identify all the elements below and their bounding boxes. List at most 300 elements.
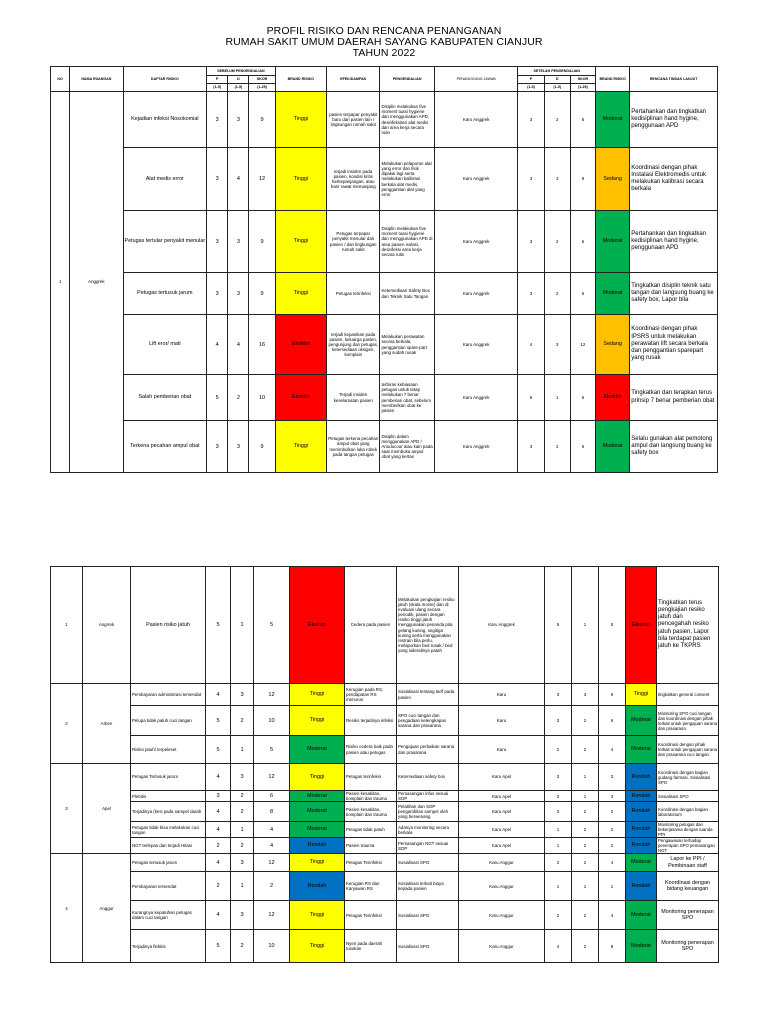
pengendalian: terbiran kebiasaan petugas untuk tetap melakukan 7 benar pemberian obat, sebelum memberikan obat ke pasien [380,375,434,421]
pengendalian: Sosialisasi SPO [397,854,459,872]
rencana-tindak-lanjut: Koordinasi dengan pihak terkait untuk pengajuan sarana dan prasarana cuci tangan [657,736,719,764]
efek-dampak: Petugas terkena pecahan ampul obat yang menimbulkan luka robek pada tangan petugas [327,421,380,473]
table-row [51,791,719,802]
score-p: 3 [207,148,228,211]
pengendalian: Ketersediaan Safety Box dan Teknik Satu Tangan [380,273,434,315]
brand-risiko-cell: Tinggi [290,901,345,930]
penanggung-jawab: Karu Anggrek [459,567,545,684]
rencana-tindak-lanjut: Koordinasi dengan bagian gudang farmasi. Sosialisasi SPO [657,764,719,791]
penanggung-jawab: Karu Anggur [459,854,545,872]
score-d: 4 [228,315,249,375]
score-total: 6 [254,791,290,802]
risk-name: Alat medis error [123,148,207,211]
penanggung-jawab: Karu [459,736,545,764]
brand-risiko-cell: Tinggi [290,684,345,706]
risk-name: Terkena pecahan ampul obat [123,421,207,473]
penanggung-jawab: Karu Anggrek [434,148,518,211]
score-d: 3 [231,764,254,791]
brand-risiko-cell: Rendah [290,838,345,854]
penanggung-jawab: Karu Apel [459,838,545,854]
score-d-after: 1 [572,872,599,901]
score-p-after: 3 [545,764,572,791]
room-name: Anggrek [70,92,123,473]
score-d-after: 2 [572,901,599,930]
efek-dampak: terjadi kepanikan pada pasien, keluarga pasien, pengunjung dan petugas, ketersediaan oksigen, komplain [327,315,380,375]
pengendalian: Pengajuan perbaikan sarana dan prasarana [397,736,459,764]
rencana-tindak-lanjut: Monitoring SPO cuci tangan dan koordinasi dengan pihak terkait untuk pengajuan sarana dan prasarana [657,706,719,736]
score-d-after: 2 [572,736,599,764]
score-p: 2 [206,838,231,854]
score-d: 2 [231,706,254,736]
header-p: P [207,76,228,84]
pengendalian: Sosialisasi tentang tarif pada pasien [397,684,459,706]
score-total-after: 6 [570,421,595,473]
risk-name: Pembayaran tersendat [131,872,206,901]
brand-risiko-cell: Ekstrim [275,315,326,375]
score-total-after: 2 [599,802,626,822]
header-skor: SKOR [249,76,275,84]
pengendalian: Disiplin melakukan five moment tuasi hygiene dan menggunakan APD di area pasien isolasi, desinfeksi area kerja secara rutin [380,211,434,273]
rencana-tindak-lanjut: tingkatkan general consent [657,684,719,706]
table-row [51,684,719,706]
header-sebelum: SEBELUM PENGENDALIAN [207,67,276,76]
score-total: 9 [249,273,275,315]
table-row [51,838,719,854]
score-d: 2 [231,791,254,802]
score-d: 1 [231,567,254,684]
score-total-after: 4 [599,736,626,764]
score-total: 9 [249,421,275,473]
risk-table-2 [50,566,719,963]
score-p: 3 [207,211,228,273]
score-d-after: 3 [544,148,570,211]
score-total: 10 [254,706,290,736]
table-row [51,148,718,211]
header-no: NO [51,67,70,92]
brand-risiko-cell: Tinggi [275,211,326,273]
penanggung-jawab: Karu Apel [459,802,545,822]
score-total-after: 4 [599,854,626,872]
score-d-after: 3 [572,684,599,706]
score-p: 3 [207,421,228,473]
rencana-tindak-lanjut: Monitoring penerapan SPO [657,901,719,930]
brand-risiko-cell: Tinggi [275,148,326,211]
rencana-tindak-lanjut: Monitoring penerapan SPO [657,930,719,963]
score-total: 12 [254,764,290,791]
brand-risiko-after-cell: Sedang [596,148,630,211]
score-p-after: 1 [545,872,572,901]
score-total: 4 [254,822,290,838]
efek-dampak: Cedera pada pasien [345,567,397,684]
brand-risiko-cell: Tinggi [275,92,326,148]
score-p: 4 [207,315,228,375]
score-p: 5 [206,706,231,736]
penanggung-jawab: Karu Anggrek [434,92,518,148]
pengendalian: Melakukan pengkajian resiko jatuh (skala morse) dan di evaluasi ulang secara periodik, pasien dengan resiko tinggi jatuh menggunakan penanda pita gelang kuning, segitiga kuning serta menggunakan restrain bila perlu, melaporkan bed rusak / bed yang siderailnya patah [397,567,459,684]
score-p: 4 [206,822,231,838]
brand-risiko-cell: Tinggi [275,421,326,473]
efek-dampak: Pasien kesakitan, komplain dan trauma [345,802,397,822]
penanggung-jawab: Karu Anggur [459,930,545,963]
brand-risiko-after-cell: Moderat [596,421,630,473]
table-row [51,901,719,930]
brand-risiko-after-cell: Ekstrim [596,375,630,421]
score-d: 2 [231,930,254,963]
table-row [51,315,718,375]
brand-risiko-after-cell: Rendah [626,838,657,854]
brand-risiko-after-cell: Moderat [626,706,657,736]
score-total-after: 3 [599,791,626,802]
header-p-2: P [518,76,544,84]
score-p: 4 [206,802,231,822]
rencana-tindak-lanjut: Monitoring petugas dan bekerjasama dengan tuanda PPI [657,822,719,838]
rencana-tindak-lanjut: Koordinasi dengan bidang keuangan [657,872,719,901]
header-d-range: (1-5) [228,84,249,92]
room-name: Arben [83,684,131,764]
brand-risiko-cell: Rendah [290,872,345,901]
risk-name: Lift eror/ mati [123,315,207,375]
score-p: 4 [206,901,231,930]
brand-risiko-cell: Moderat [290,736,345,764]
score-total: 2 [254,872,290,901]
score-total-after: 6 [570,211,595,273]
efek-dampak: Pasien trauma [345,838,397,854]
brand-risiko-after-cell: Sedang [596,315,630,375]
header-risiko: DAFTAR RISIKO [123,67,207,92]
brand-risiko-after-cell: Rendah [626,802,657,822]
penanggung-jawab: Karu Apel [459,822,545,838]
table-row [51,421,718,473]
score-p: 5 [206,930,231,963]
efek-dampak: Resiko terjadinya infeksi [345,706,397,736]
score-d-after: 2 [572,854,599,872]
score-p: 5 [206,736,231,764]
score-p: 4 [206,764,231,791]
score-total-after: 6 [599,706,626,736]
rencana-tindak-lanjut: Lapor ke PPI / Pembinaan staff [657,854,719,872]
score-d: 2 [231,838,254,854]
efek-dampak: Petugas terpapar penyakit menular dari pasien / dan lingkungan rumah sakit [327,211,380,273]
score-d-after: 3 [544,315,570,375]
penanggung-jawab: Karu Anggrek [434,211,518,273]
table-row [51,375,718,421]
pengendalian: Melakukan pelaporan alat yang error dan fisik dipakai lagi serta melakukan kalibrasi berkala alat medis, penggantian alat yang error [380,148,434,211]
table-row [51,854,719,872]
table-row [51,872,719,901]
header-rencana: RENCANA TINDAK LANJUT [630,67,718,92]
room-name: Angrrek [83,567,131,684]
pengendalian: Adanya monitoring secara berkala [397,822,459,838]
score-p-after: 2 [545,854,572,872]
rencana-tindak-lanjut: Selalu gunakan alat pemotong ampul dan langsung buang ke safety box [630,421,718,473]
rencana-tindak-lanjut: Koordinasi dengan pihak Instalasi Elektromedis untuk melakukan kalibrasi secara berkala [630,148,718,211]
score-total: 12 [254,901,290,930]
header-brand-2: BRAND RISIKO [596,67,630,92]
score-p-after: 5 [545,567,572,684]
brand-risiko-after-cell: Rendah [626,764,657,791]
score-total: 4 [254,838,290,854]
risk-name: Petugas tertular penyakit menular [123,211,207,273]
page-subtitle: RUMAH SAKIT UMUM DAERAH SAYANG KABUPATEN CIANJUR [225,36,543,48]
score-d-after: 2 [572,930,599,963]
score-total-after: 8 [599,930,626,963]
brand-risiko-cell: Moderat [290,822,345,838]
brand-risiko-after-cell: Tinggi [626,684,657,706]
risk-name: Terjadinya (kesi pada sampel darah [131,802,206,822]
score-d-after: 2 [572,822,599,838]
score-p-after: 1 [545,838,572,854]
penanggung-jawab: Karu Anggur [459,872,545,901]
header-skor-2: SKOR [570,76,595,84]
brand-risiko-cell: Ekstrim [275,375,326,421]
table-row [51,706,719,736]
risk-name: Pasien risiko jatuh [131,567,206,684]
score-p: 3 [207,273,228,315]
efek-dampak: Nyeri pada daerah tusukan [345,930,397,963]
score-total: 8 [254,802,290,822]
room-name: Anggur [83,854,131,963]
score-total: 10 [249,375,275,421]
score-d: 3 [228,421,249,473]
score-d-after: 1 [544,375,570,421]
score-total-after: 1 [599,872,626,901]
brand-risiko-cell: Tinggi [290,764,345,791]
score-p-after: 3 [518,92,544,148]
pengendalian: Disiplin dalam menggunakan APD / Anoducoor atau kain pada saat membuka ampul obat yang kertas [380,421,434,473]
row-number: 4 [51,854,83,963]
score-d-after: 2 [544,211,570,273]
score-total-after: 9 [570,148,595,211]
penanggung-jawab: Karu Anggrek [434,273,518,315]
score-d: 3 [231,901,254,930]
score-total: 12 [254,684,290,706]
header-d: D [228,76,249,84]
efek-dampak: Petugas terinfeksi [345,764,397,791]
header-d-2: D [544,76,570,84]
brand-risiko-after-cell: Moderat [626,930,657,963]
score-p-after: 2 [545,736,572,764]
risk-name: Plebitis [131,791,206,802]
rencana-tindak-lanjut: Koordinasi dengan pihak IPSRS untuk melakukan perawatan lift secara berkala dan penggantian sparepart yang rusak [630,315,718,375]
pengendalian: Sosialisasi SPO [397,901,459,930]
row-number: 2 [51,684,83,764]
efek-dampak: Pasien kesakitan, komplain dan trauma [345,791,397,802]
score-d: 3 [231,854,254,872]
page-year: TAHUN 2022 [352,47,416,59]
score-total-after: 12 [570,315,595,375]
rencana-tindak-lanjut: Koordinasi dengan bagian laboratorium [657,802,719,822]
brand-risiko-after-cell: Ekstrim [626,567,657,684]
brand-risiko-after-cell: Moderat [626,854,657,872]
brand-risiko-after-cell: Rendah [626,822,657,838]
penanggung-jawab: Karu [459,706,545,736]
score-d: 3 [228,92,249,148]
penanggung-jawab: Karu Apel [459,764,545,791]
score-d: 4 [228,148,249,211]
header-pengendalian: PENGENDALIAN [380,67,434,92]
penanggung-jawab: Karu Anggrek [434,315,518,375]
brand-risiko-cell: Ekstrim [290,567,345,684]
efek-dampak: pasien terpapar penyakit baru dari pasien lain / lingkungan rumah sakit [327,92,380,148]
risk-name: Risiko jatuh/ terpeleset [131,736,206,764]
risk-name: Salah pemberian obat [123,375,207,421]
score-d: 3 [228,273,249,315]
score-total: 12 [249,148,275,211]
score-p-after: 3 [518,273,544,315]
score-d-after: 2 [544,273,570,315]
table-row [51,736,719,764]
score-d: 2 [228,375,249,421]
score-total-after: 2 [599,838,626,854]
score-total: 16 [249,315,275,375]
score-total: 10 [254,930,290,963]
penanggung-jawab: Karu Anggrek [434,375,518,421]
rencana-tindak-lanjut: Sosialisasi SPO [657,791,719,802]
risk-name: Petugas tertusuk jarum [123,273,207,315]
score-total-after: 6 [570,273,595,315]
score-d-after: 2 [572,802,599,822]
penanggung-jawab: Karu Anggur [459,901,545,930]
score-p: 2 [206,872,231,901]
score-total-after: 6 [570,92,595,148]
score-p-after: 5 [518,375,544,421]
score-d: 2 [231,802,254,822]
rencana-tindak-lanjut: Pertahankan dan tingkatkan kedisiplinan hand hygine, penggunaan APD [630,92,718,148]
score-p: 5 [207,375,228,421]
penanggung-jawab: Karu [459,684,545,706]
header-skor-range-2: (1-25) [570,84,595,92]
score-p: 4 [206,684,231,706]
efek-dampak: Petugas Terinfeksi [345,854,397,872]
score-p-after: 3 [545,791,572,802]
header-p-range-2: (1-5) [518,84,544,92]
score-p: 4 [206,854,231,872]
risk-name: Pelupa tidak paluh cuci tangan [131,706,206,736]
score-d: 1 [231,872,254,901]
pengendalian: Sosialisasi terkait biaya kepada pasien [397,872,459,901]
risk-name: Petugas tertusuk jarum [131,854,206,872]
efek-dampak: Kerugian RS dan Karyawan RS [345,872,397,901]
risk-table-1-body [51,67,718,473]
header-brand: BRAND RISIKO [275,67,326,92]
brand-risiko-after-cell: Rendah [626,872,657,901]
risk-name: Petugas tidak bisa melakukan cuci tangan [131,822,206,838]
score-total-after: 2 [599,822,626,838]
score-d-after: 2 [544,421,570,473]
score-total: 5 [254,567,290,684]
pengendalian: Disiplin melakukan five moment tuasi hygiene dan menggunakan APD, desinfeksitan alat medis dan area kerja secara rutin [380,92,434,148]
score-total: 5 [254,736,290,764]
score-d-after: 1 [572,791,599,802]
header-p-range: (1-5) [207,84,228,92]
brand-risiko-cell: Tinggi [290,706,345,736]
brand-risiko-after-cell: Moderat [596,211,630,273]
table-row [51,92,718,148]
efek-dampak: Kerugian pada RS, pendapatan RS menurun [345,684,397,706]
penanggung-jawab: Karu Anggrek [434,421,518,473]
rencana-tindak-lanjut: Tingkatkan disiplin teknik satu tangan dan langsung buang ke safety box, Lapor bila [630,273,718,315]
risk-name: Kurangnya kepatuhan petugas dalam cuci tangan [131,901,206,930]
score-p-after: 3 [545,706,572,736]
efek-dampak: terjadi insiden pada pasien, kondisi kritis berkepanjangan, atau harir rawat memanjang [327,148,380,211]
score-d: 3 [231,684,254,706]
score-p-after: 2 [545,901,572,930]
table-row [51,822,719,838]
score-total: 12 [254,854,290,872]
score-total-after: 9 [599,684,626,706]
table-row [51,567,719,684]
header-efek: EFEK/DAMPAK [327,67,380,92]
score-total-after: 3 [599,764,626,791]
efek-dampak: Petugas terinfeksi [327,273,380,315]
score-d-after: 1 [572,764,599,791]
score-p-after: 3 [545,802,572,822]
table-row [51,802,719,822]
header-setelah: SETELAH PENGENDALIAN [518,67,596,76]
score-d-after: 2 [572,838,599,854]
pengendalian: Pemasangan NGT sesuai SOP [397,838,459,854]
efek-dampak: Petugas Terinfeksi [345,901,397,930]
risk-table-1 [50,66,718,473]
brand-risiko-after-cell: Moderat [596,92,630,148]
brand-risiko-after-cell: Rendah [626,791,657,802]
pengendalian: SPO cuci tangan dan pengadaan kelengkapan sarana dan prasarana [397,706,459,736]
row-number: 3 [51,764,83,854]
rencana-tindak-lanjut: Tingkatkan dan terapkan terus prinsip 7 benar pemberian obat [630,375,718,421]
header-skor-range: (1-25) [249,84,275,92]
brand-risiko-after-cell: Moderat [596,273,630,315]
brand-risiko-cell: Tinggi [290,930,345,963]
table-row [51,211,718,273]
score-total: 9 [249,211,275,273]
risk-table-2-body [51,567,719,963]
risk-name: Pembayaran administrasi tersendat [131,684,206,706]
header-ruangan: NAMA RUANGAN [70,67,123,92]
table-row [51,273,718,315]
brand-risiko-after-cell: Moderat [626,736,657,764]
score-d-after: 2 [544,92,570,148]
score-p: 3 [206,791,231,802]
score-d: 1 [231,822,254,838]
score-total-after: 5 [570,375,595,421]
efek-dampak: Terjadi insiden keselamatan pasien [327,375,380,421]
room-name: Apel [83,764,131,854]
table-row [51,764,719,791]
table-row [51,930,719,963]
row-number: 1 [51,92,70,473]
score-d-after: 2 [572,706,599,736]
score-total: 9 [249,92,275,148]
score-p-after: 4 [518,315,544,375]
score-p-after: 3 [545,684,572,706]
score-d: 3 [228,211,249,273]
header-d-range-2: (1-5) [544,84,570,92]
pengendalian: Melakukan perawatan secara berkala, penggantian spare-part yang sudah rusak [380,315,434,375]
rencana-tindak-lanjut: Tingkatkan terus pengkajian resiko jatuh dan pencegahah resiko jatuh pasien, Lapor bila terdapat pasien jatuh ke TKPRS [657,567,719,684]
score-total-after: 5 [599,567,626,684]
score-total-after: 4 [599,901,626,930]
rencana-tindak-lanjut: Pertahankan dan tingkatkan kedisiplinan hand hygine, penggunaan APD [630,211,718,273]
rencana-tindak-lanjut: Pengawasan terhadap penerapan SPO pemasangan NGT [657,838,719,854]
score-p: 5 [206,567,231,684]
page-title: PROFIL RISIKO DAN RENCANA PENANGANAN [266,25,502,37]
pengendalian: Pemasangan infus sesuai SOP [397,791,459,802]
brand-risiko-after-cell: Moderat [626,901,657,930]
brand-risiko-cell: Moderat [290,791,345,802]
risk-name: Kejadian infeksi Nosokomial [123,92,207,148]
risk-name: Petugas Tertusuk jarum [131,764,206,791]
score-d: 1 [231,736,254,764]
